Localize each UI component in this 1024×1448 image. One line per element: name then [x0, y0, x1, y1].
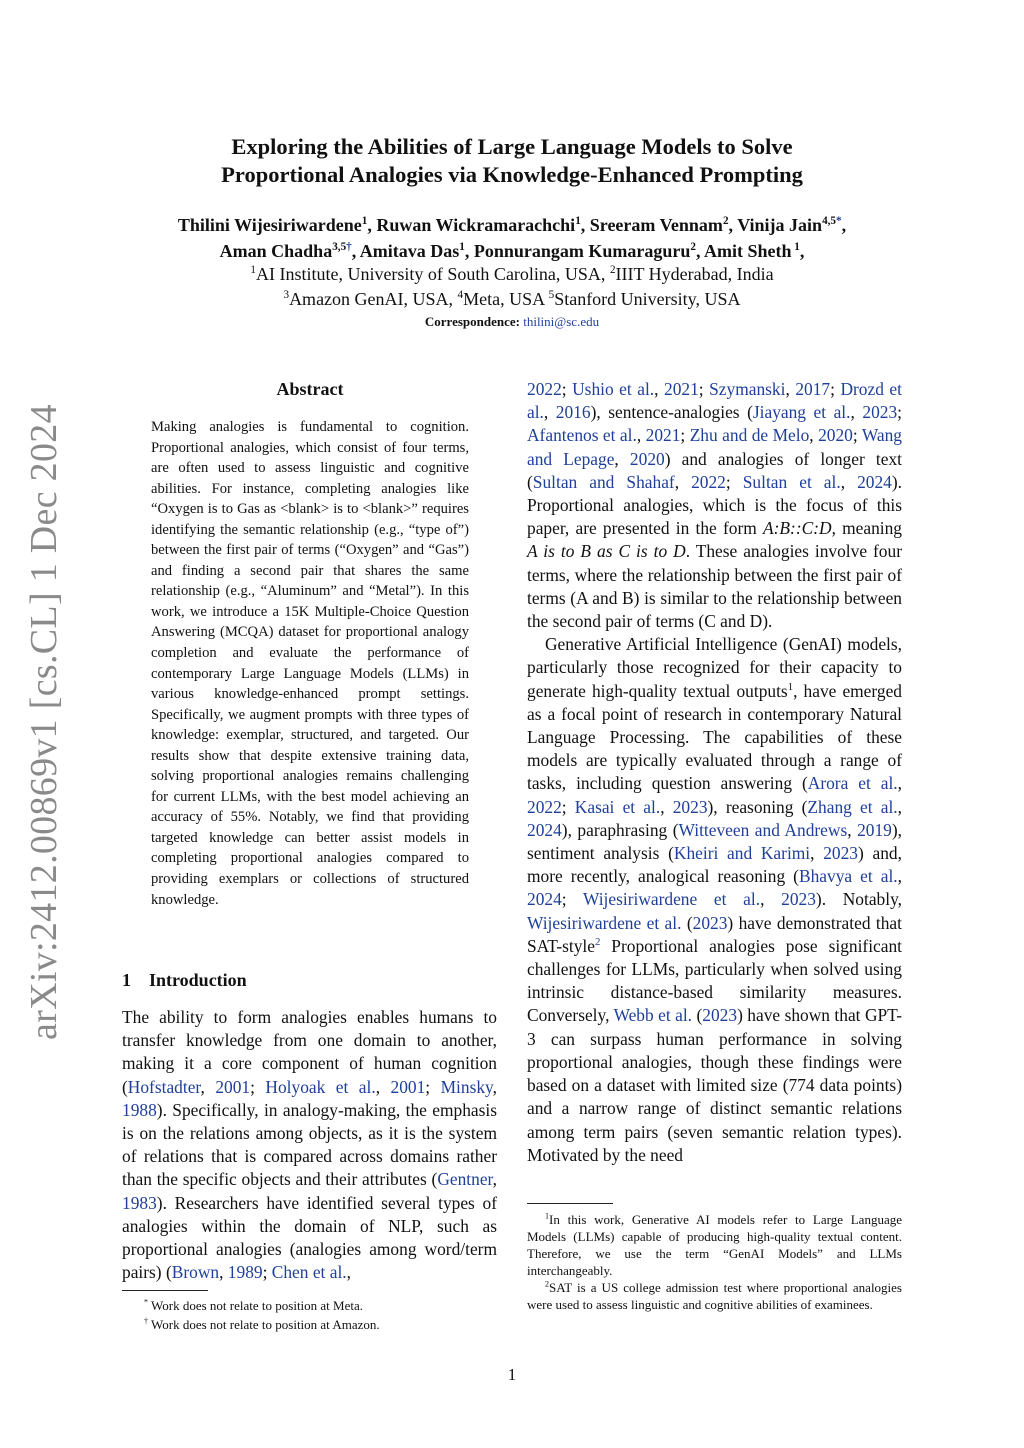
citation-link[interactable]: Wijesiriwardene et al. [527, 912, 682, 933]
body-text: , [809, 425, 819, 446]
body-text: , [346, 1262, 351, 1283]
body-text: , [636, 425, 646, 446]
citation-link[interactable]: 1988 [122, 1099, 157, 1120]
body-text: The ability to form analogies enables humans to transfer knowledge from one domain to another, making it a core component of human cognition ( [122, 1007, 497, 1097]
citation-link[interactable]: Hofstadter [127, 1076, 201, 1097]
citation-link[interactable]: 2023 [702, 1005, 738, 1026]
citation-link[interactable]: Sultan et al. [742, 471, 841, 492]
citation-link[interactable]: Drozd et al. [527, 379, 902, 423]
author-footnote-mark[interactable]: † [346, 241, 352, 253]
citation-link[interactable]: Webb et al. [613, 1005, 693, 1026]
citation-link[interactable]: 2017 [795, 379, 831, 399]
author-affiliation-mark: 1 [361, 215, 368, 227]
body-text: , [810, 843, 824, 864]
section-title: Introduction [149, 970, 247, 990]
affiliation-line-1 [100, 262, 924, 287]
citation-link[interactable]: Witteveen and Andrews [678, 819, 848, 840]
body-text: ) and analogies of longer text ( [527, 448, 902, 492]
footnote-mark: 1 [787, 680, 794, 693]
body-text: ; [561, 379, 573, 399]
author-affiliation-mark: 1 [575, 215, 581, 227]
footnote-rule-left [122, 1290, 208, 1291]
citation-link[interactable]: Kheiri and Karimi [673, 843, 811, 864]
citation-link[interactable]: 2023 [692, 912, 728, 933]
citation-link[interactable]: 2023 [672, 796, 708, 817]
author-name: Thilini Wijesiriwardene [177, 215, 362, 235]
citation-link[interactable]: Kasai et al. [574, 796, 661, 817]
citation-link[interactable]: 2022 [527, 379, 562, 399]
author-affiliation-mark: 1 [791, 241, 800, 253]
body-text: , [840, 471, 858, 492]
body-text: , [897, 773, 903, 794]
body-text: ; [262, 1262, 272, 1283]
citation-link[interactable]: 2001 [390, 1076, 426, 1097]
body-text: , [897, 796, 902, 817]
author-line-2: Aman Chadha$^{3,5\dagger}$, Amitava Das$^1$, Ponnurangam Kumaraguru$^2$, Amit Sheth $^1$, [219, 241, 805, 261]
body-text: ; [561, 796, 575, 817]
citation-link[interactable]: Jiayang et al. [752, 402, 851, 423]
body-text: , [543, 402, 556, 423]
citation-link[interactable]: Sultan and Shahaf [532, 471, 675, 492]
affiliation-line-2 [100, 287, 924, 312]
footnote-text: SAT is a US college admission test where proportional analogies were used to assess linguistic and cognitive abilities of examinees. [527, 1280, 902, 1312]
footnote [144, 1296, 484, 1315]
body-text: ). Researchers have identified several types of analogies within the domain of NLP, such as proportional analogies (analogies among word/term pairs) ( [122, 1192, 497, 1283]
body-text: ; [698, 379, 710, 399]
footnote [144, 1315, 484, 1334]
author-affiliation-mark: 2 [690, 241, 696, 253]
citation-link[interactable]: Minsky [440, 1076, 493, 1097]
footnote-mark: 1 [545, 1211, 550, 1221]
intro-paragraph-1 [122, 1006, 497, 1284]
body-text: , [614, 448, 630, 469]
page-number: 1 [507, 1365, 517, 1384]
author-name: Ponnurangam Kumaraguru [473, 241, 691, 261]
citation-link[interactable]: Brown [171, 1262, 220, 1283]
affiliation-number: 3 [283, 289, 290, 301]
body-text: ) and, more recently, analogical reasoning ( [527, 843, 902, 887]
body-text: ; [852, 425, 862, 446]
correspondence [100, 314, 924, 330]
abstract-text: Making analogies is fundamental to cognition. Proportional analogies, which consist of four terms, are often used to assess linguistic and cognitive abilities. For instance, completing analogies like “Oxygen is to Gas as <blank> is to <blank>” requires identifying the semantic relationship (e.g., “type of”) between the first pair of terms (“Oxygen” and “Gas”) and finding a second pair that shares the same relationship (e.g., “Aluminum” and “Metal”). In this work, we introduce a 15K Multiple-Choice Question Answering (MCQA) dataset for proportional analogy completion and evaluate the performance of contemporary Large Language Models (LLMs) in various knowledge-enhanced prompt settings. Specifically, we augment prompts with three types of knowledge: exemplar, structured, and targeted. Our results show that despite extensive training data, solving proportional analogies remains challenging for current LLMs, with the best model achieving an accuracy of 55%. Notably, we find that providing targeted knowledge can better assist models in completing proportional analogies compared to providing exemplars or collections of structured knowledge. [151, 419, 469, 908]
body-text: ). Specifically, in analogy-making, the emphasis is on the relations among objects, as it is the system of relations that is compared across domains rather than the specific objects and their attributes ( [122, 1099, 497, 1190]
author-affiliation-mark: 4,5 [822, 215, 837, 227]
intro-paragraph-2 [527, 633, 902, 1167]
body-text: ; [725, 471, 743, 492]
right-column-body [527, 378, 902, 1167]
body-text: ; [561, 889, 583, 910]
affiliations [100, 262, 924, 312]
body-text: ). Notably, [815, 889, 902, 910]
section-heading-introduction [122, 970, 247, 991]
citation-link[interactable]: Chen et al. [271, 1262, 347, 1283]
author-affiliation-mark: 3,5 [332, 241, 347, 253]
citation-link[interactable]: 2019 [857, 819, 892, 840]
author-footnote-mark[interactable]: * [836, 215, 842, 227]
citation-link[interactable]: 2016 [555, 402, 591, 423]
body-text: Generative Artificial Intelligence (GenAI) models, particularly those recognized for their capacity to generate high-quality textual outputs [527, 634, 902, 701]
citation-link[interactable]: Arora et al. [807, 773, 898, 794]
body-text: , meaning [831, 518, 903, 539]
body-text: , [785, 379, 796, 399]
footnote-text: Work does not relate to position at Amazon. [148, 1317, 380, 1332]
citation-link[interactable]: Szymanski [709, 379, 786, 399]
citation-link[interactable]: Wang and Lepage [527, 425, 902, 469]
body-text: , [850, 402, 863, 423]
citation-link[interactable]: 2020 [629, 448, 665, 469]
footnote-mark[interactable]: 2 [594, 936, 601, 949]
citation-link[interactable]: Gentner [437, 1169, 493, 1190]
citation-link[interactable]: 2021 [664, 379, 699, 399]
body-text: Proportional analogies pose significant challenges for LLMs, particularly when solved using intrinsic distance-based similarity measures. Conversely, [527, 935, 902, 1026]
affiliation-number: 2 [609, 264, 616, 276]
section-number: 1 [122, 970, 131, 990]
citation-link[interactable]: 2023 [823, 843, 858, 864]
affiliation-number: 1 [250, 264, 256, 276]
body-text: , [897, 866, 902, 887]
title-line-1: Exploring the Abilities of Large Language Models to Solve [231, 134, 793, 159]
body-text: ) have shown that GPT-3 can surpass human performance in solving proportional analogies, though these findings were based on a dataset with limited size (774 data points) and a narrow range of distinct semantic relations among term pairs (seven semantic relation types). Motivated by the need [527, 1005, 902, 1165]
author-name: Ruwan Wickramarachchi [376, 215, 576, 235]
body-text: ), sentiment analysis ( [527, 819, 903, 864]
body-text: ), sentence-analogies ( [590, 402, 753, 423]
body-text: ) have demonstrated that SAT-style [527, 912, 902, 956]
citation-link[interactable]: Wijesiriwardene et al. [583, 889, 761, 910]
body-text: , [492, 1169, 497, 1190]
footnote [527, 1211, 902, 1279]
citation-link[interactable]: 1983 [122, 1192, 157, 1213]
citation-link[interactable]: Holyoak et al. [265, 1076, 376, 1097]
body-text: ; [680, 425, 690, 446]
citation-link[interactable]: 2024 [527, 819, 562, 840]
citation-link[interactable]: Zhu and de Melo [689, 425, 810, 446]
correspondence-email-link[interactable]: thilini@sc.edu [523, 314, 600, 329]
body-text: ), reasoning ( [707, 796, 808, 817]
body-text: , [660, 796, 673, 817]
citation-link[interactable]: 2024 [527, 889, 562, 910]
footnote-mark: † [144, 1316, 149, 1326]
citation-link[interactable]: Bhavya et al. [798, 866, 898, 887]
citation-link[interactable]: 1989 [227, 1262, 263, 1283]
footnote-text: Work does not relate to position at Meta. [148, 1298, 364, 1313]
intro-paragraph-1-continued [527, 378, 902, 633]
citation-link[interactable]: 2020 [818, 425, 853, 446]
body-text: . These analogies involve four terms, where the relationship between the first pair of terms (A and B) is similar to the relationship between the second pair of terms (C and D). [527, 541, 902, 632]
title-line-2: Proportional Analogies via Knowledge-Enhanced Prompting [221, 162, 803, 187]
author-name: Amitava Das [359, 241, 460, 261]
body-text: ), paraphrasing ( [561, 819, 679, 840]
body-text: ( [681, 912, 693, 933]
affiliation-name: AI Institute, University of South Carolina, USA, [255, 264, 610, 284]
author-list [100, 212, 924, 264]
body-text: , [375, 1076, 391, 1097]
footnote-text: In this work, Generative AI models refer to Large Language Models (LLMs) capable of producing high-quality textual content. Therefore, we use the term “GenAI Models” and LLMs interchangeably. [527, 1212, 902, 1278]
left-column-body [122, 1006, 497, 1284]
body-text: , have emerged as a focal point of research in contemporary Natural Language Processing. The capabilities of these models are typically evaluated through a range of tasks, including question answering ( [527, 680, 902, 794]
citation-link[interactable]: 2023 [862, 402, 898, 423]
body-text: , [847, 819, 858, 840]
author-name: Vinija Jain [737, 215, 823, 235]
author-name: Amit Sheth [703, 241, 792, 261]
body-text: , [492, 1076, 497, 1097]
author-affiliation-mark: 2 [722, 215, 729, 227]
abstract-heading: Abstract [276, 379, 344, 399]
footnote [527, 1279, 902, 1313]
citation-link[interactable]: 2021 [645, 425, 681, 446]
citation-link[interactable]: 2001 [215, 1076, 251, 1097]
paper-title [140, 133, 884, 189]
citation-link[interactable]: 2022 [691, 471, 726, 492]
body-text: , [200, 1076, 216, 1097]
body-text: ; [830, 379, 841, 399]
author-line-1: Thilini Wijesiriwardene$^1$, Ruwan Wickramarachchi$^1$, Sreeram Vennam$^2$, Vinija Jain$^{4,5*}$, [177, 215, 847, 235]
citation-link[interactable]: 2024 [857, 471, 892, 492]
affiliation-number: 5 [548, 289, 555, 301]
body-text: ; [897, 402, 902, 423]
citation-link[interactable]: Zhang et al. [807, 796, 898, 817]
body-text: ; [250, 1076, 266, 1097]
footnote-mark: 2 [545, 1279, 550, 1289]
math-text: A is to B as C is to D [527, 541, 686, 562]
footnotes-left [144, 1296, 484, 1334]
correspondence-label: Correspondence: [424, 314, 520, 329]
body-text: ( [692, 1005, 703, 1026]
body-text: ; [425, 1076, 441, 1097]
body-text: ). Proportional analogies, which is the focus of this paper, are presented in the form [527, 471, 903, 539]
citation-link[interactable]: Afantenos et al. [527, 425, 637, 446]
body-text: , [654, 379, 665, 399]
body-text: , [674, 471, 692, 492]
citation-link[interactable]: 2023 [781, 889, 816, 910]
affiliation-number: 4 [457, 289, 464, 301]
citation-link[interactable]: Ushio et al. [572, 379, 655, 399]
footnote-mark: * [144, 1297, 149, 1307]
author-name: Aman Chadha [219, 241, 333, 261]
footnote-rule-right [527, 1203, 613, 1204]
body-text: , [760, 889, 782, 910]
author-affiliation-mark: 1 [459, 241, 465, 253]
math-text: A:B::C:D [762, 518, 832, 539]
footnotes-right [527, 1211, 902, 1313]
affiliation-name: IIIT Hyderabad, India [615, 264, 774, 284]
affiliation-name: Stanford University, USA [554, 289, 741, 309]
arxiv-identifier: arXiv:2412.00869v1 [cs.CL] 1 Dec 2024 [23, 404, 65, 1040]
affiliation-name: Amazon GenAI, USA, [289, 289, 458, 309]
author-name: Sreeram Vennam [589, 215, 723, 235]
body-text: , [219, 1262, 228, 1283]
affiliation-name: Meta, USA [463, 289, 549, 309]
citation-link[interactable]: 2022 [527, 796, 562, 817]
